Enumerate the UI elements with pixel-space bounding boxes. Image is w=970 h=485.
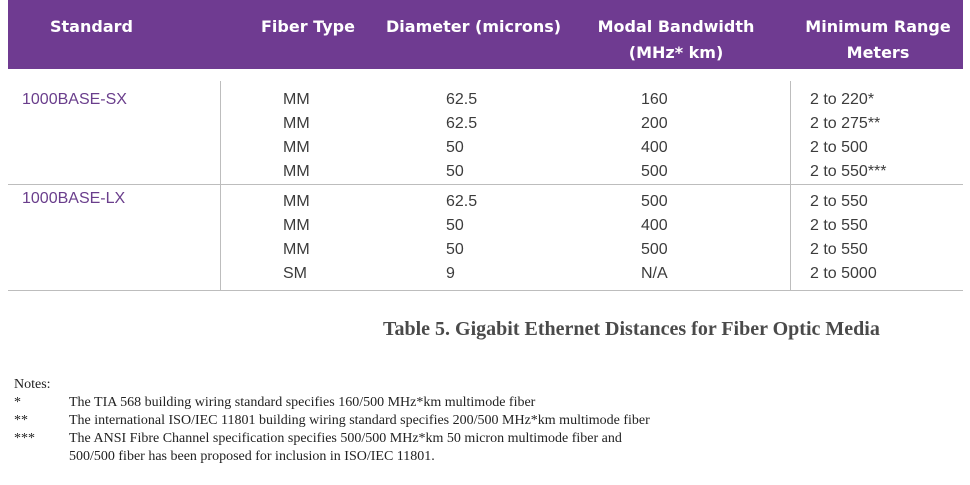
- table-cell-fiber: MM: [283, 163, 310, 180]
- table-cell-fiber: MM: [283, 217, 310, 234]
- table-cell-range: 2 to 275**: [810, 115, 881, 132]
- table-cell-bandwidth: 160: [641, 91, 668, 108]
- table-cell-bandwidth: 500: [641, 193, 668, 210]
- table-cell-bandwidth: 500: [641, 163, 668, 180]
- note-item: [14, 412, 650, 430]
- note-mark: ***: [14, 431, 35, 446]
- table-cell-bandwidth: 400: [641, 139, 668, 156]
- header-minimum-range: [798, 14, 958, 66]
- note-item: [14, 448, 435, 466]
- table-cell-bandwidth: N/A: [641, 265, 668, 282]
- column-divider-left: [220, 81, 221, 291]
- note-text: 500/500 fiber has been proposed for inclusion in ISO/IEC 11801.: [69, 449, 435, 464]
- table-cell-fiber: MM: [283, 193, 310, 210]
- group-divider: [8, 184, 963, 185]
- table-cell-diameter: 50: [446, 241, 464, 258]
- header-minimum-range-line1: Minimum Range: [805, 17, 951, 36]
- table-bottom-border: [8, 290, 963, 291]
- table-header: [8, 0, 963, 69]
- table-cell-diameter: 62.5: [446, 91, 478, 108]
- header-modal-bandwidth: [568, 14, 784, 66]
- column-divider-right: [790, 81, 791, 291]
- standard-label-lx: 1000BASE-LX: [22, 190, 126, 207]
- table-cell-fiber: MM: [283, 115, 310, 132]
- table-cell-diameter: 62.5: [446, 193, 478, 210]
- table-cell-bandwidth: 200: [641, 115, 668, 132]
- table-cell-range: 2 to 550: [810, 241, 868, 258]
- note-text: The ANSI Fibre Channel specification specifies 500/500 MHz*km 50 micron multimode fiber and: [69, 431, 622, 446]
- table-cell-range: 2 to 5000: [810, 265, 877, 282]
- note-text: The TIA 568 building wiring standard specifies 160/500 MHz*km multimode fiber: [69, 395, 536, 410]
- standard-label-sx: 1000BASE-SX: [22, 91, 127, 108]
- header-modal-bandwidth-line2: (MHz* km): [628, 43, 724, 62]
- note-text: The international ISO/IEC 11801 building wiring standard specifies 200/500 MHz*km multimode fiber: [69, 413, 650, 428]
- header-fiber-type: Fiber Type: [261, 17, 355, 36]
- table-cell-range: 2 to 550***: [810, 163, 887, 180]
- note-mark: *: [14, 395, 21, 410]
- notes-title: Notes:: [14, 377, 51, 392]
- table-cell-range: 2 to 220*: [810, 91, 875, 108]
- note-item: [14, 430, 622, 448]
- table-cell-bandwidth: 500: [641, 241, 668, 258]
- table-cell-range: 2 to 550: [810, 217, 868, 234]
- table-cell-diameter: 50: [446, 217, 464, 234]
- table-cell-diameter: 50: [446, 139, 464, 156]
- table-cell-diameter: 62.5: [446, 115, 478, 132]
- header-modal-bandwidth-line1: Modal Bandwidth: [597, 17, 755, 36]
- table-cell-diameter: 50: [446, 163, 464, 180]
- table-caption: Table 5. Gigabit Ethernet Distances for Fiber Optic Media: [383, 318, 880, 340]
- table-cell-fiber: MM: [283, 91, 310, 108]
- notes-title-row: [14, 376, 51, 394]
- table-cell-bandwidth: 400: [641, 217, 668, 234]
- header-diameter: Diameter (microns): [386, 17, 562, 36]
- table-cell-fiber: MM: [283, 139, 310, 156]
- table-cell-fiber: SM: [283, 265, 307, 282]
- table-cell-range: 2 to 500: [810, 139, 868, 156]
- table-cell-range: 2 to 550: [810, 193, 868, 210]
- table-cell-diameter: 9: [446, 265, 455, 282]
- header-minimum-range-line2: Meters: [846, 43, 910, 62]
- header-standard: Standard: [50, 17, 133, 36]
- note-mark: **: [14, 413, 28, 428]
- table-cell-fiber: MM: [283, 241, 310, 258]
- note-item: [14, 394, 536, 412]
- notes-section: [14, 376, 650, 466]
